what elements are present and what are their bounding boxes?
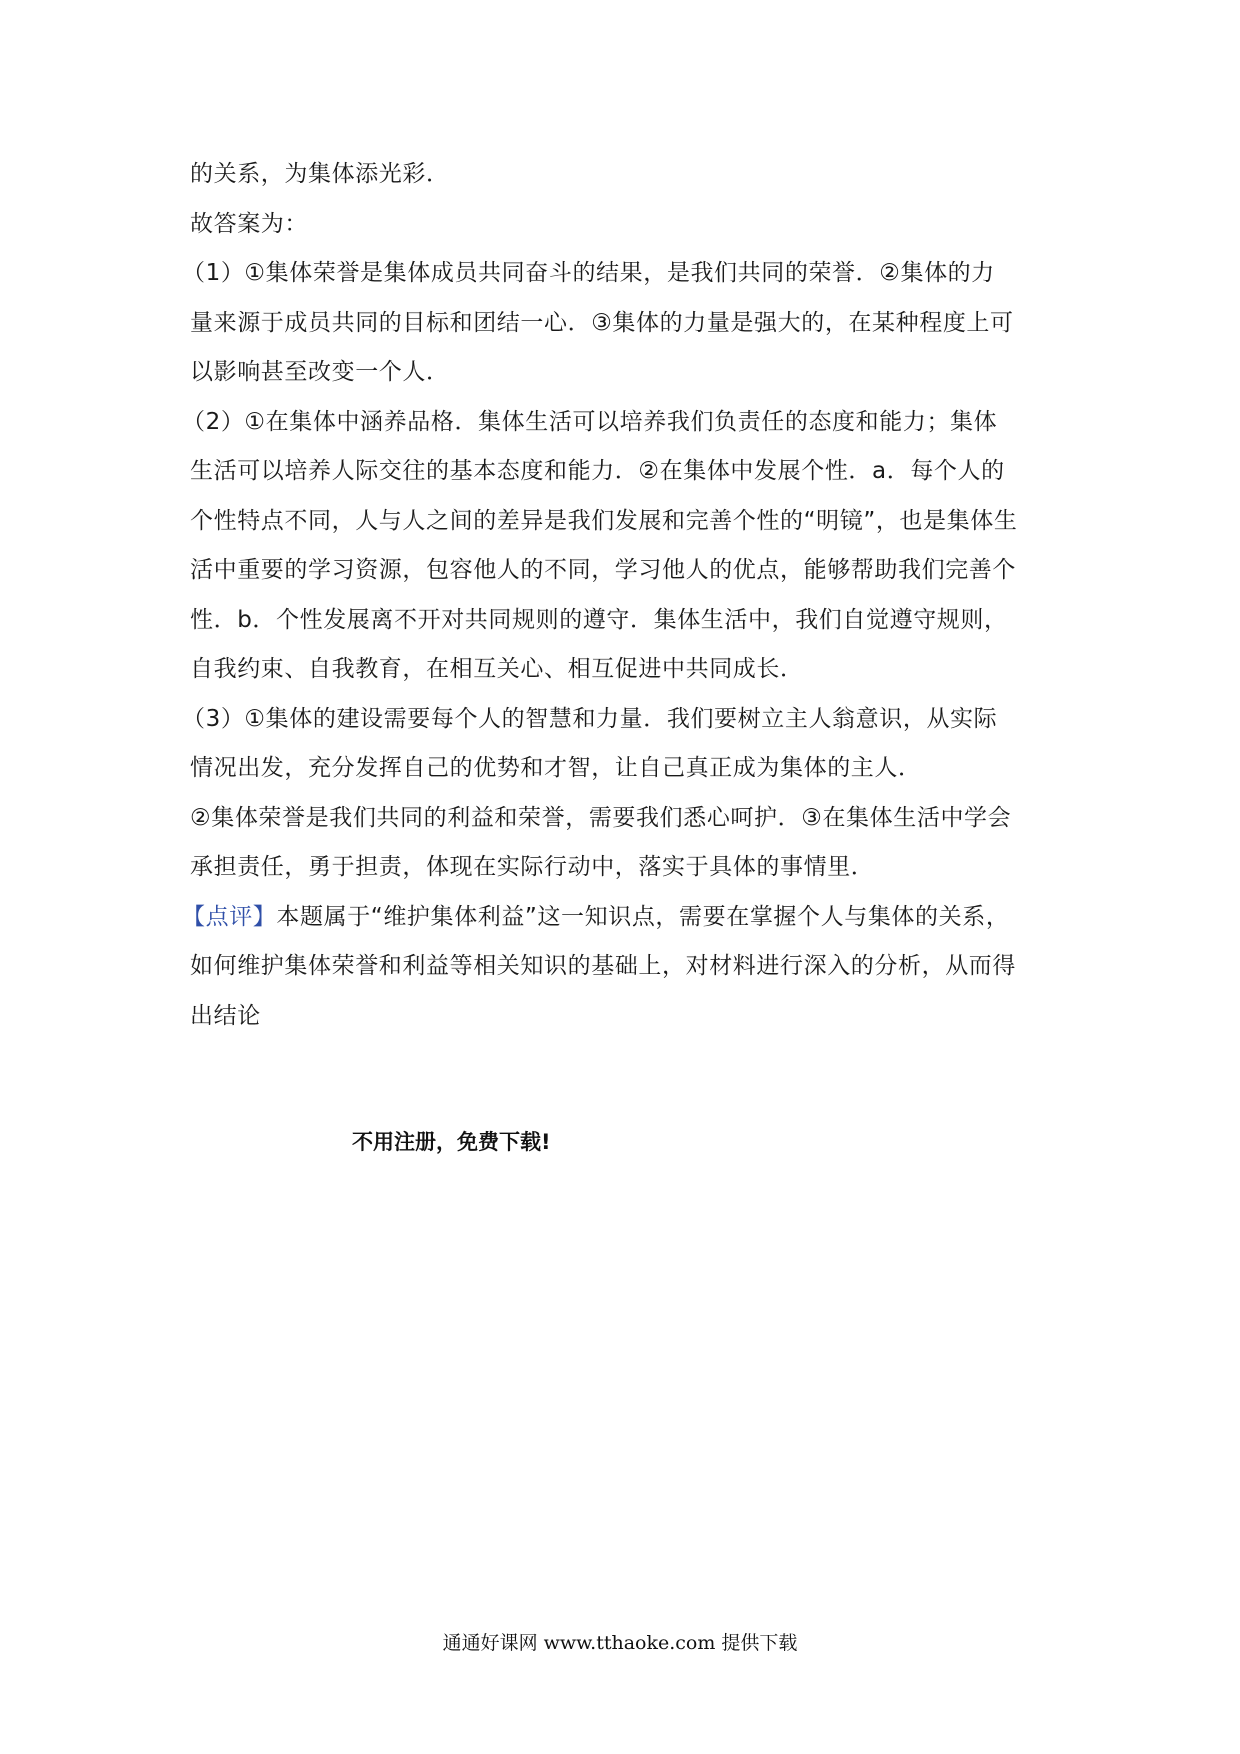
text-line: 以影响甚至改变一个人． [190,359,450,385]
text-line: 个性特点不同，人与人之间的差异是我们发展和完善个性的“明镜”，也是集体生 [190,507,1018,534]
comment-line: 出结论 [190,1002,261,1029]
page-footer: 通通好课网 www.tthaoke.com 提供下载 [442,1632,798,1654]
answer-heading: 故答案为： [190,210,308,237]
comment-line: 如何维护集体荣誉和利益等相关知识的基础上，对材料进行深入的分析，从而得 [190,953,1016,979]
text-line: 承担责任，勇于担责，体现在实际行动中，落实于具体的事情里． [190,854,875,880]
text-line: 自我约束、自我教育，在相互关心、相互促进中共同成长． [190,656,804,682]
text-line: （3）①集体的建设需要每个人的智慧和力量．我们要树立主人翁意识，从实际 [182,705,998,732]
comment-text: 本题属于“维护集体利益”这一知识点，需要在掌握个人与集体的关系， [276,903,1010,930]
text-line: 量来源于成员共同的目标和团结一心．③集体的力量是强大的，在某种程度上可 [190,309,1014,336]
answer-body [182,150,1058,1041]
text-line: 情况出发，充分发挥自己的优势和才智，让自己真正成为集体的主人． [190,755,922,781]
text-line: 性．b．个性发展离不开对共同规则的遵守．集体生活中，我们自觉遵守规则， [190,606,1008,633]
text-line: 生活可以培养人际交往的基本态度和能力．②在集体中发展个性．a．每个人的 [190,458,1005,484]
comment-tag: 【点评】 [182,903,277,930]
comment-line [182,893,1058,943]
text-line: （2）①在集体中涵养品格．集体生活可以培养我们负责任的态度和能力；集体 [182,408,998,435]
text-line: 的关系，为集体添光彩． [190,161,450,187]
text-line: ②集体荣誉是我们共同的利益和荣誉，需要我们悉心呵护．③在集体生活中学会 [190,804,1012,831]
text-line: 活中重要的学习资源，包容他人的不同，学习他人的优点，能够帮助我们完善个 [190,557,1016,583]
promo-link-text[interactable]: 不用注册，免费下载! [352,1130,551,1154]
text-line: （1）①集体荣誉是集体成员共同奋斗的结果，是我们共同的荣誉．②集体的力 [182,260,995,286]
